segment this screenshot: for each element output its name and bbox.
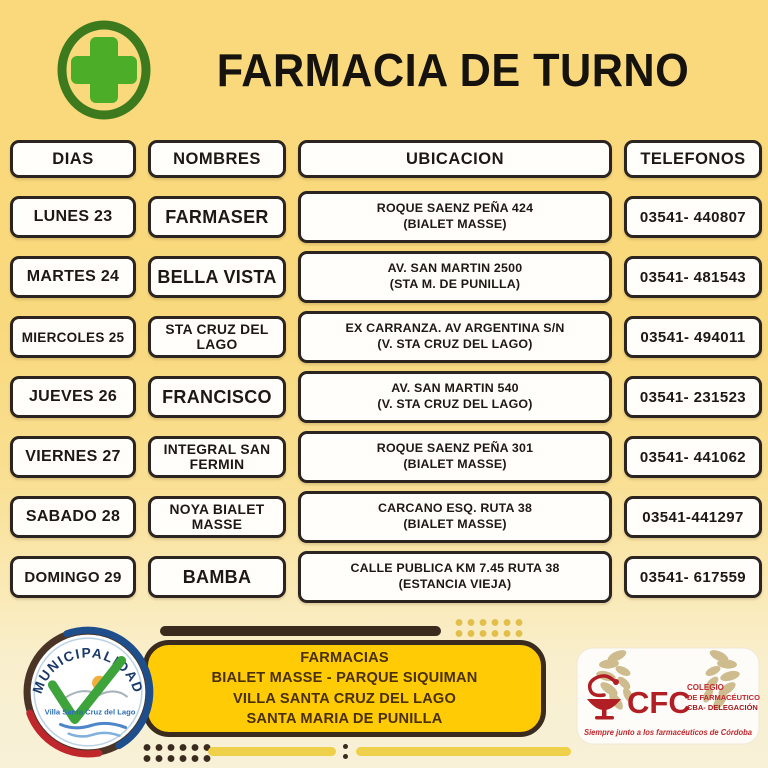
areas-line2: BIALET MASSE - PARQUE SIQUIMAN (211, 670, 478, 687)
table-row (10, 311, 768, 363)
brown-bar-decoration (160, 626, 441, 636)
day-cell: DOMINGO 29 (10, 556, 136, 598)
pharmacy-name-cell: STA CRUZ DEL LAGO (148, 316, 286, 359)
location-cell (298, 431, 612, 483)
municipality-locality-text: Villa Santa Cruz del Lago (44, 707, 136, 717)
location-line1: CARCANO ESQ. RUTA 38 (377, 501, 533, 516)
location-cell (298, 491, 612, 543)
cfc-tagline: Siempre junto a los farmacéuticos de Córdoba (584, 728, 753, 737)
pharmacy-name-cell: BAMBA (148, 556, 286, 598)
pharmacy-name-cell: NOYA BIALET MASSE (148, 496, 286, 539)
table-row (10, 431, 768, 483)
table-row (10, 251, 768, 303)
location-line2: (V. STA CRUZ DEL LAGO) (377, 397, 533, 411)
table-row (10, 491, 768, 543)
table-row (10, 551, 768, 603)
location-line2: (BIALET MASSE) (403, 517, 507, 531)
green-cross-icon (56, 20, 152, 120)
table-row (10, 191, 768, 243)
location-cell (298, 251, 612, 303)
areas-line4: SANTA MARIA DE PUNILLA (246, 710, 443, 727)
location-cell (298, 311, 612, 363)
phone-cell: 03541- 481543 (624, 256, 762, 298)
day-cell: VIERNES 27 (10, 436, 136, 478)
municipality-seal-icon (22, 626, 154, 758)
areas-line3: VILLA SANTA CRUZ DEL LAGO (232, 690, 457, 707)
header (0, 0, 768, 140)
location-line2: (ESTANCIA VIEJA) (398, 577, 512, 591)
day-cell: LUNES 23 (10, 196, 136, 238)
location-line2: (V. STA CRUZ DEL LAGO) (377, 337, 533, 351)
pharmacy-name-cell: INTEGRAL SAN FERMIN (148, 436, 286, 479)
location-cell (298, 551, 612, 603)
column-header-telefonos: TELEFONOS (624, 140, 762, 178)
location-cell (298, 371, 612, 423)
page-title: FARMACIA DE TURNO (216, 44, 690, 96)
dot-pair-decoration (343, 744, 349, 759)
location-line2: (STA M. DE PUNILLA) (389, 277, 521, 291)
cfc-org-line1: COLEGIO (687, 683, 724, 692)
cfc-acronym: CFC (627, 685, 691, 720)
areas-line1: FARMACIAS (300, 649, 389, 666)
location-line1: CALLE PUBLICA KM 7.45 RUTA 38 (350, 561, 560, 576)
location-line1: AV. SAN MARTIN 540 (391, 381, 519, 396)
day-cell: MARTES 24 (10, 256, 136, 298)
column-header-ubicacion: UBICACION (298, 140, 612, 178)
cfc-org-line2: DE FARMACÉUTICOS (687, 693, 760, 702)
phone-cell: 03541- 440807 (624, 196, 762, 238)
phone-cell: 03541- 494011 (624, 316, 762, 358)
location-cell (298, 191, 612, 243)
location-line1: ROQUE SAENZ PEÑA 301 (376, 441, 534, 456)
location-line1: ROQUE SAENZ PEÑA 424 (376, 201, 534, 216)
phone-cell: 03541- 617559 (624, 556, 762, 598)
day-cell: MIERCOLES 25 (10, 316, 136, 358)
phone-cell: 03541- 441062 (624, 436, 762, 478)
column-header-dias: DIAS (10, 140, 136, 178)
location-line2: (BIALET MASSE) (403, 217, 507, 231)
duty-schedule-table (0, 140, 768, 603)
table-header-row (10, 140, 768, 178)
location-line1: EX CARRANZA. AV ARGENTINA S/N (345, 321, 565, 336)
location-line1: AV. SAN MARTIN 2500 (387, 261, 523, 276)
pharmacy-name-cell: BELLA VISTA (148, 256, 286, 298)
gold-dots-pattern (451, 615, 525, 637)
municipality-arc-text: MUNICIPALIDAD (29, 645, 147, 696)
day-cell: JUEVES 26 (10, 376, 136, 418)
pharmacy-name-cell: FRANCISCO (148, 376, 286, 418)
location-line2: (BIALET MASSE) (403, 457, 507, 471)
table-row (10, 371, 768, 423)
cfc-logo (576, 647, 760, 745)
yellow-bar-decoration (356, 747, 571, 756)
service-areas-box (143, 640, 546, 737)
pharmacy-name-cell: FARMASER (148, 196, 286, 238)
yellow-bar-decoration (208, 747, 336, 756)
day-cell: SABADO 28 (10, 496, 136, 538)
cfc-org-line3: CBA- DELEGACIÓN 6 (687, 703, 760, 712)
phone-cell: 03541-441297 (624, 496, 762, 538)
phone-cell: 03541- 231523 (624, 376, 762, 418)
column-header-nombres: NOMBRES (148, 140, 286, 178)
